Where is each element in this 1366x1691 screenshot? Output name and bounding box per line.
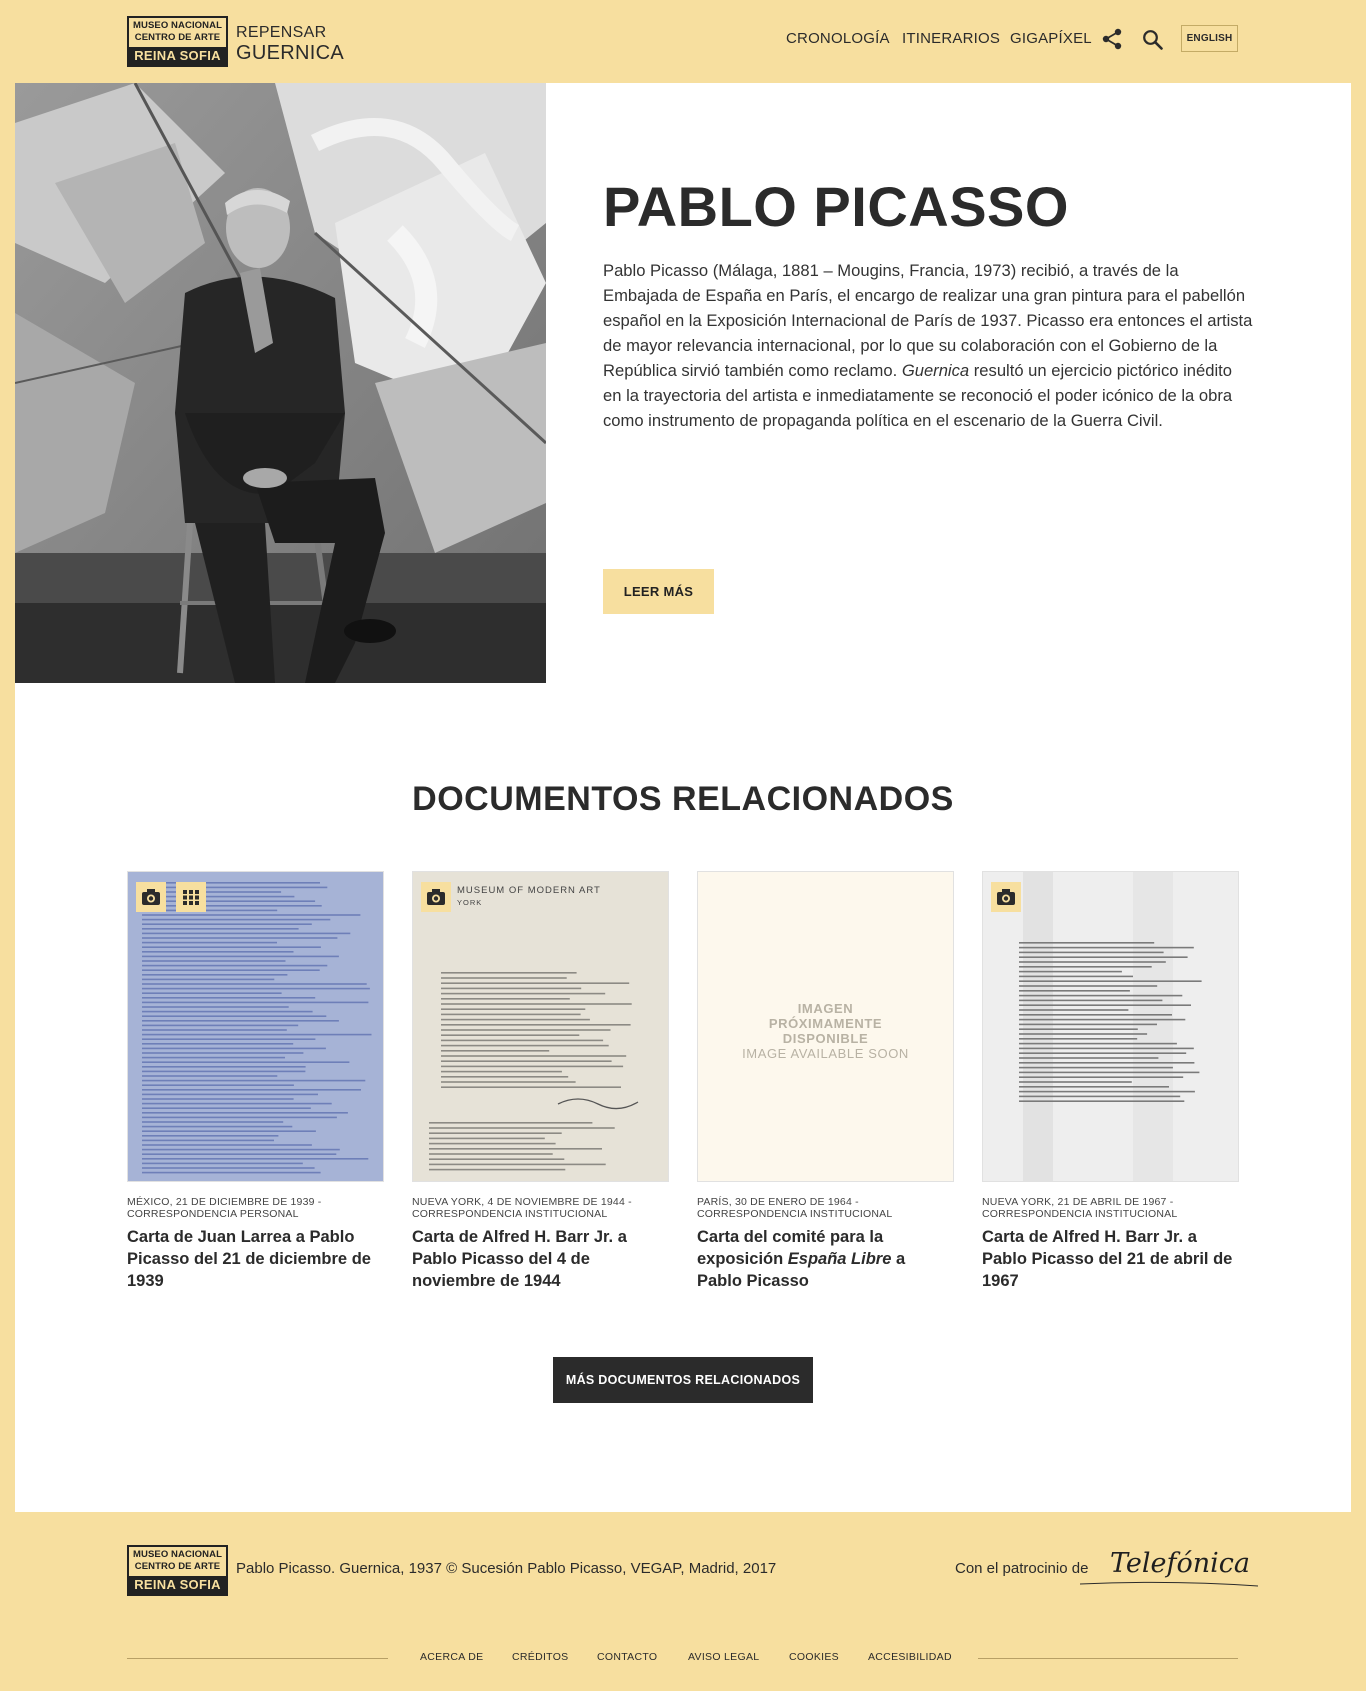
document-card-1[interactable] bbox=[127, 871, 384, 1292]
nav-itinerarios[interactable]: ITINERARIOS bbox=[902, 30, 1001, 47]
hero-text-part-1: Pablo Picasso (Málaga, 1881 – Mougins, Francia, 1973) recibió, a través de la Embajada de España en París, el encargo de realizar una gran pintura para el pabellón español en la Exposición Internacional de París de 1937. Picasso era entonces el artista de mayor relevancia internacional, por lo que su colaboración con el Gobierno de la República sirvió también como reclamo. bbox=[603, 261, 1253, 380]
grid-icon[interactable] bbox=[176, 882, 206, 912]
footer-link-contacto[interactable]: CONTACTO bbox=[597, 1651, 658, 1663]
document-title-3-part-1: Carta del comité para la exposición bbox=[697, 1228, 884, 1268]
document-meta-1 bbox=[127, 1196, 384, 1220]
document-thumbnail-1[interactable] bbox=[127, 871, 384, 1182]
hero-description bbox=[603, 258, 1253, 433]
document-meta-category: CORRESPONDENCIA INSTITUCIONAL bbox=[982, 1208, 1178, 1220]
document-meta-place-date: MÉXICO, 21 DE DICIEMBRE DE 1939 - bbox=[127, 1196, 322, 1208]
site-title[interactable] bbox=[236, 22, 344, 64]
site-title-line-1: REPENSAR bbox=[236, 24, 327, 41]
telefonica-logo[interactable] bbox=[1080, 1540, 1260, 1590]
document-card-4[interactable] bbox=[982, 871, 1239, 1292]
footer-logo-line-2: CENTRO DE ARTE bbox=[134, 1561, 221, 1572]
document-meta-4 bbox=[982, 1196, 1239, 1220]
footer-link-creditos[interactable]: CRÉDITOS bbox=[512, 1651, 569, 1663]
document-thumbnail-4[interactable] bbox=[982, 871, 1239, 1182]
search-icon[interactable] bbox=[1142, 29, 1163, 50]
letterhead-city: YORK bbox=[457, 898, 483, 907]
site-header bbox=[0, 0, 1366, 83]
document-card-3[interactable] bbox=[697, 871, 954, 1292]
picasso-portrait-photo bbox=[15, 83, 546, 683]
footer-link-aviso-legal[interactable]: AVISO LEGAL bbox=[688, 1651, 760, 1663]
document-image-4 bbox=[983, 872, 1239, 1182]
document-title-4[interactable]: Carta de Alfred H. Barr Jr. a Pablo Picasso del 21 de abril de 1967 bbox=[982, 1228, 1233, 1290]
document-image-1 bbox=[128, 872, 384, 1182]
footer-link-accesibilidad[interactable]: ACCESIBILIDAD bbox=[868, 1651, 952, 1663]
site-title-line-2: GUERNICA bbox=[236, 42, 344, 64]
more-documents-button[interactable]: MÁS DOCUMENTOS RELACIONADOS bbox=[553, 1357, 813, 1403]
footer-divider-right bbox=[978, 1658, 1238, 1659]
document-card-2[interactable] bbox=[412, 871, 669, 1292]
hero-content bbox=[603, 175, 1253, 599]
hero-text-emphasis: Guernica bbox=[901, 361, 970, 380]
sponsor-label: Con el patrocinio de bbox=[955, 1560, 1089, 1577]
logo-text-top bbox=[129, 18, 226, 46]
footer-logo-line-1: MUSEO NACIONAL bbox=[132, 1549, 222, 1560]
document-meta-3 bbox=[697, 1196, 954, 1220]
logo-line-2: CENTRO DE ARTE bbox=[134, 32, 221, 43]
related-documents-title: DOCUMENTOS RELACIONADOS bbox=[412, 780, 954, 818]
document-meta-category: CORRESPONDENCIA PERSONAL bbox=[127, 1208, 299, 1220]
document-meta-category: CORRESPONDENCIA INSTITUCIONAL bbox=[412, 1208, 608, 1220]
document-title-3-part-2: a Pablo Picasso bbox=[697, 1250, 906, 1290]
museum-logo[interactable] bbox=[127, 16, 228, 67]
footer-logo-text-top bbox=[129, 1547, 226, 1575]
document-meta-place-date: PARÍS, 30 DE ENERO DE 1964 - bbox=[697, 1196, 859, 1208]
document-thumbnail-3[interactable] bbox=[697, 871, 954, 1182]
document-thumbnail-2[interactable] bbox=[412, 871, 669, 1182]
document-meta-place-date: NUEVA YORK, 4 DE NOVIEMBRE DE 1944 - bbox=[412, 1196, 632, 1208]
main-content bbox=[15, 83, 1351, 1512]
letterhead-text: MUSEUM OF MODERN ART bbox=[457, 885, 601, 896]
footer-logo-line-3: REINA SOFIA bbox=[129, 1576, 226, 1594]
document-title-3[interactable] bbox=[697, 1226, 954, 1292]
camera-icon[interactable] bbox=[421, 882, 451, 912]
camera-icon[interactable] bbox=[991, 882, 1021, 912]
page-title: PABLO PICASSO bbox=[603, 175, 1069, 238]
footer-museum-logo[interactable] bbox=[127, 1545, 228, 1596]
read-more-button[interactable]: LEER MÁS bbox=[603, 569, 714, 614]
document-title-3-emphasis: España Libre bbox=[787, 1250, 892, 1268]
nav-cronologia[interactable]: CRONOLOGÍA bbox=[786, 30, 890, 47]
share-icon[interactable] bbox=[1101, 28, 1123, 50]
footer-credit: Pablo Picasso. Guernica, 1937 © Sucesión Pablo Picasso, VEGAP, Madrid, 2017 bbox=[236, 1560, 777, 1577]
language-button[interactable]: ENGLISH bbox=[1181, 25, 1238, 52]
camera-icon[interactable] bbox=[136, 882, 166, 912]
footer-divider-left bbox=[127, 1658, 388, 1659]
document-meta-2 bbox=[412, 1196, 669, 1220]
hero-text-part-2: resultó un ejercicio pictórico inédito en la trayectoria del artista e inmediatamente se reconoció el poder icónico de la obra como instrumento de propaganda política en el escenario de la Guerra Civil. bbox=[603, 361, 1233, 430]
nav-gigapixel[interactable]: GIGAPÍXEL bbox=[1010, 30, 1092, 47]
document-title-2[interactable]: Carta de Alfred H. Barr Jr. a Pablo Picasso del 4 de noviembre de 1944 bbox=[412, 1228, 627, 1290]
document-image-2 bbox=[413, 872, 669, 1182]
placeholder-text bbox=[698, 1001, 953, 1061]
footer-link-acerca[interactable]: ACERCA DE bbox=[420, 1651, 484, 1663]
sponsor-logo-text: Telefónica bbox=[1110, 1548, 1250, 1579]
footer-link-cookies[interactable]: COOKIES bbox=[789, 1651, 839, 1663]
placeholder-text-es: IMAGEN PRÓXIMAMENTE DISPONIBLE bbox=[768, 1001, 883, 1046]
placeholder-text-en: IMAGE AVAILABLE SOON bbox=[742, 1046, 909, 1061]
logo-line-1: MUSEO NACIONAL bbox=[132, 20, 222, 31]
logo-line-3: REINA SOFIA bbox=[129, 47, 226, 65]
document-meta-category: CORRESPONDENCIA INSTITUCIONAL bbox=[697, 1208, 893, 1220]
document-title-1[interactable]: Carta de Juan Larrea a Pablo Picasso del 21 de diciembre de 1939 bbox=[127, 1228, 371, 1290]
document-meta-place-date: NUEVA YORK, 21 DE ABRIL DE 1967 - bbox=[982, 1196, 1174, 1208]
